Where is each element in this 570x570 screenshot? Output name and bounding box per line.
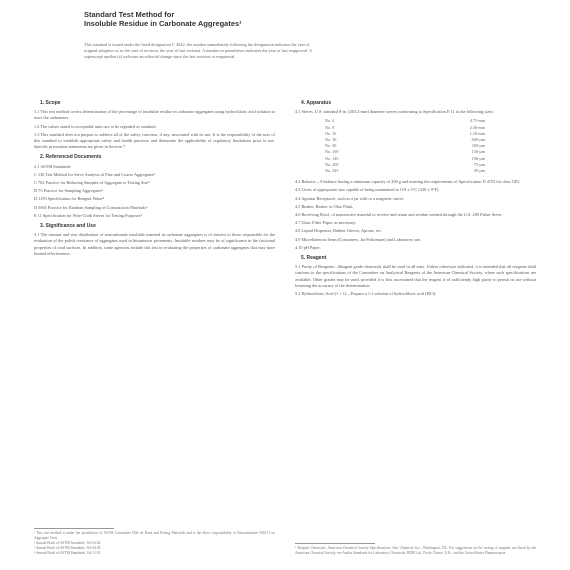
- title-line-1: Standard Test Method for: [84, 10, 175, 19]
- paragraph: 5.2 Hydrochloric Acid (1 + 1)—Prepare a 1:1 solution of hydrochloric acid (HCl).: [295, 291, 437, 297]
- sieve-number: No. 100: [325, 149, 339, 155]
- paragraph: 1.2 The values stated in acceptable units are to be regarded as standard.: [34, 123, 157, 129]
- sieve-number: No. 8: [325, 124, 335, 130]
- paragraph: 4.9 Miscellaneous Items (Containers, Jar Policeman) and Laboratory use.: [295, 236, 422, 242]
- footnote: ² Annual Book of ASTM Standards, Vol 04.02.: [34, 541, 102, 545]
- paragraph: 4.10 pH Paper.: [295, 244, 321, 250]
- sieve-number: No. 325: [325, 168, 339, 174]
- sieve-number: No. 140: [325, 155, 339, 161]
- sieve-opening: 600-µm: [471, 137, 485, 143]
- section-heading-reagent: 5. Reagent: [301, 255, 327, 262]
- body-columns: [34, 100, 536, 570]
- footnote: ⁵ Reagent Chemicals, American Chemical Society Specifications, Am. Chemical Soc., Washington, DC. For suggestions on the testing of reagents not listed by the American Chemical Society, see Analar Standards for Laboratory Chemicals, BDH Ltd., Poole, Dorset, U.K., and the United States Pharmacopeia.: [295, 546, 536, 555]
- right-footnotes: [295, 539, 536, 556]
- reference-item: D 75 Practice for Sampling Aggregates³: [34, 188, 103, 194]
- section-heading-referenced-documents: 2. Referenced Documents: [40, 154, 102, 161]
- left-column: [34, 100, 275, 570]
- sieve-opening: 4.75-mm: [469, 118, 485, 124]
- sieve-opening: 300-µm: [471, 143, 485, 149]
- reference-item: D 3665 Practice for Random Sampling of Construction Materials³: [34, 204, 148, 210]
- paragraph: 4.5 Beaker, Beaker or Ohio Flask.: [295, 203, 354, 209]
- footnote: ³ Annual Book of ASTM Standards, Vol 04.03.: [34, 546, 102, 550]
- sieve-number: No. 16: [325, 130, 337, 136]
- paragraph: 1.1 This test method covers determination of the percentage of insoluble residue in carbonate aggregates using hydrochloric acid solution to react the carbonates.: [34, 109, 275, 121]
- paragraph: 4.3 Oven, of appropriate size capable of being maintained at 110 ± 5°C (230 ± 9°F).: [295, 187, 440, 193]
- paragraph: 4.4 Agitator Receptacle, such as a jar with or a magnetic stirrer.: [295, 195, 405, 201]
- sieve-opening: 45-µm: [473, 168, 485, 174]
- footnote: ⁴ Annual Book of ASTM Standards, Vol 11.01.: [34, 551, 102, 555]
- paragraph: 4.6 Receiving Bowl, of nonreactive material to receive and retain and residue washed through the U.S. 200 Fisher Sieve.: [295, 212, 503, 218]
- sieve-opening: 75-µm: [473, 161, 485, 167]
- footnote-rule: [34, 528, 114, 529]
- footnote-rule: [295, 543, 375, 544]
- designation-note-line: This standard is issued under the fixed designation C 3042; the number immediately following the designation indicates the year of: [84, 42, 310, 47]
- sieve-opening: 2.36-mm: [469, 124, 485, 130]
- sieve-number: No. 50: [325, 143, 337, 149]
- sieve-opening: 150-µm: [471, 149, 485, 155]
- section-heading-significance: 3. Significance and Use: [40, 223, 96, 230]
- sieve-number: No. 30: [325, 137, 337, 143]
- left-footnotes: [34, 524, 275, 556]
- right-column: [295, 100, 536, 570]
- section-heading-scope: 1. Scope: [40, 100, 61, 106]
- paragraph: 4.7 Glass Filter Paper, as necessary.: [295, 220, 357, 226]
- section-heading-apparatus: 4. Apparatus: [301, 100, 332, 106]
- reference-item: C 136 Test Method for Sieve Analysis of Fine and Coarse Aggregates²: [34, 171, 155, 177]
- sieve-number: No. 200: [325, 161, 339, 167]
- designation-note: [84, 42, 536, 60]
- paragraph: 1.3 This standard does not purport to address all of the safety concerns, if any, associated with its use. It is the responsibility of the user of this standard to establish appropriate safety and health practices and determine the applicability of regulatory limitations prior to use. Specific precaution statements are given in Section 7.: [34, 131, 275, 150]
- reference-item: E 11 Specification for Wire-Cloth Sieves for Testing Purposes⁵: [34, 212, 143, 218]
- paragraph: 5.1 Purity of Reagents—Reagent grade chemicals shall be used in all tests. Unless otherwise indicated, it is intended that all reagents shall conform to the specifications of the Committee on Analytical Reagents of the American Chemical Society, where such specifications are available. Other grades may be used, provided it is first ascertained that the reagent is of sufficiently high purity to permit its use without lessening the accuracy of the determination.: [295, 264, 536, 288]
- paragraph: 4.8 Liquid Dispenser, Rubber Gloves, Aprons, etc.: [295, 228, 382, 234]
- sieve-size-table: [325, 118, 485, 174]
- title-block: [84, 10, 536, 60]
- footnote: ¹ This test method is under the jurisdiction of ASTM Committee D04 on Road and Paving Materials and is the direct responsibility of Subcommittee D04.51 on Aggregate Tests.: [34, 531, 275, 540]
- paragraph: 3.1 The amount and size distribution of noncarbonate insoluble material in carbonate aggregates is of interest to those responsible for the evaluation of the polish resistance of aggregates used in bituminous pavements. Insoluble residues may be of significance in the frictional properties of road surfaces. In addition, some agencies include this test in evaluating the properties of carbonate aggregates that may have limited effectiveness.: [34, 232, 275, 256]
- sieve-number: No. 4: [325, 118, 335, 124]
- sieve-opening: 106-µm: [471, 155, 485, 161]
- reference-item: 2.1 ASTM Standards:: [34, 163, 72, 169]
- paragraph: 4.2 Balance—A balance having a minimum capacity of 200 g and meeting the requirements of Specification D 4753 for class GP2.: [295, 179, 521, 185]
- title-line-2: Insoluble Residue in Carbonate Aggregates¹: [84, 19, 242, 28]
- designation-note-line: superscript epsilon (ε) indicates an editorial change since the last revision or reapproval.: [84, 54, 236, 59]
- sieve-row: [325, 168, 485, 174]
- sieve-opening: 1.18-mm: [469, 130, 485, 136]
- paragraph: 4.1 Sieves, U.S. standard 8-in. (203.2-mm) diameter sieves conforming to Specification E 11 in the following sizes:: [295, 109, 494, 115]
- reference-item: C 702 Practice for Reducing Samples of Aggregate to Testing Size²: [34, 180, 150, 186]
- designation-note-line: original adoption or, in the case of revision, the year of last revision. A number in parentheses indicates the year of last reapproval. A: [84, 48, 313, 53]
- reference-item: D 1193 Specification for Reagent Water⁴: [34, 196, 105, 202]
